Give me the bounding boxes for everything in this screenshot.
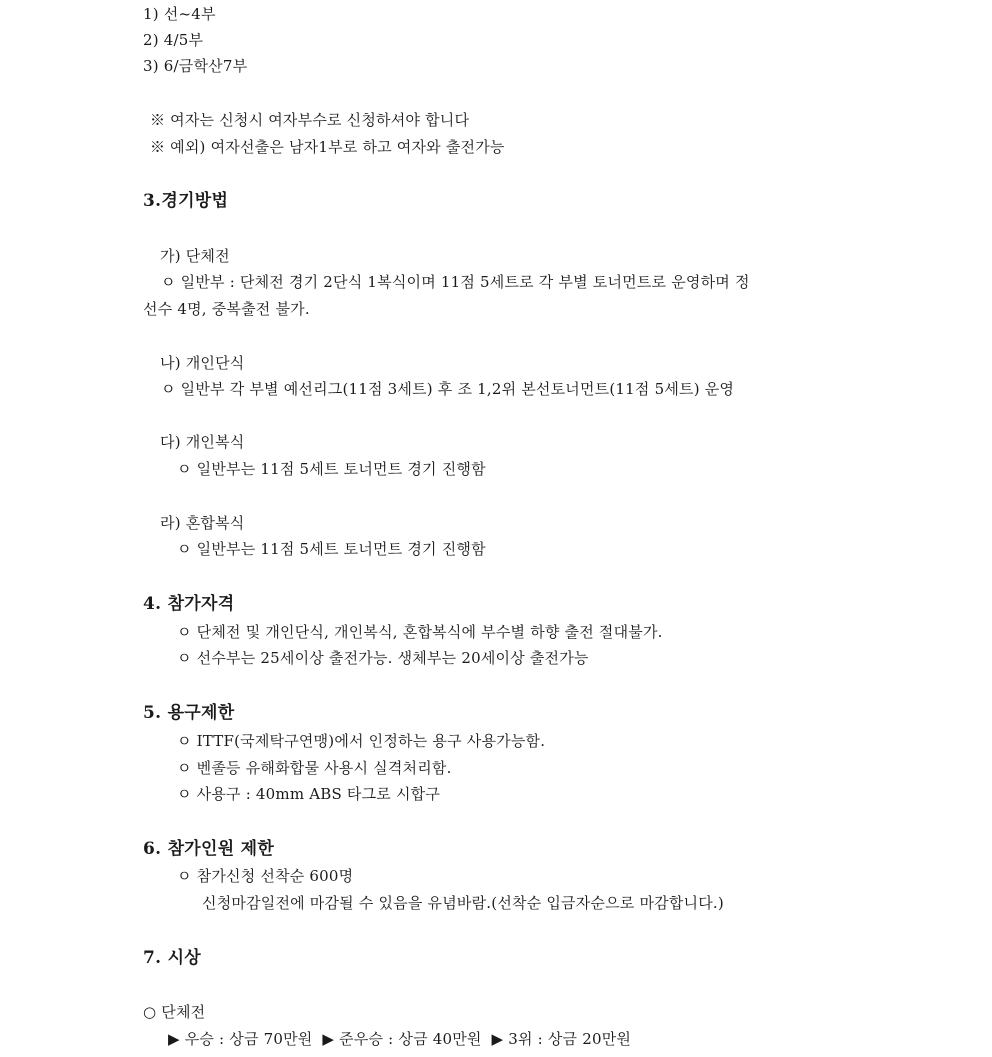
participants-line-1: ㅇ 참가신청 선착순 600명 xyxy=(177,867,354,885)
team-event-title: 가) 단체전 xyxy=(160,247,230,265)
mixed-line-1: ㅇ 일반부는 11점 5세트 토너먼트 경기 진행함 xyxy=(177,540,486,558)
eligibility-item-2: ㅇ 선수부는 25세이상 출전가능. 생체부는 20세이상 출전가능 xyxy=(177,649,589,667)
section-6-heading: 6. 참가인원 제한 xyxy=(143,839,275,859)
equipment-item-1: ㅇ ITTF(국제탁구연맹)에서 인정하는 용구 사용가능함. xyxy=(177,732,546,750)
section-7-heading: 7. 시상 xyxy=(143,948,202,968)
team-event-line-1: ㅇ 일반부 : 단체전 경기 2단식 1복식이며 11점 5세트로 각 부별 토너먼트로 운영하며 정 xyxy=(161,273,750,291)
singles-line-1: ㅇ 일반부 각 부별 예선리그(11점 3세트) 후 조 1,2위 본선토너먼트(11점 5세트) 운영 xyxy=(161,380,735,398)
note-women: ※ 여자는 신청시 여자부수로 신청하셔야 합니다 xyxy=(150,111,470,129)
doubles-line-1: ㅇ 일반부는 11점 5세트 토너먼트 경기 진행함 xyxy=(177,460,486,478)
note-exception: ※ 예외) 여자선출은 남자1부로 하고 여자와 출전가능 xyxy=(150,138,505,156)
participants-line-2: 신청마감일전에 마감될 수 있음을 유념바람.(선착순 입금자순으로 마감합니다.) xyxy=(202,894,724,912)
equipment-item-2: ㅇ 벤졸등 유해화합물 사용시 실격처리함. xyxy=(177,759,452,777)
doubles-title: 다) 개인복식 xyxy=(160,433,245,451)
division-item-2: 2) 4/5부 xyxy=(143,31,204,49)
division-item-3: 3) 6/금학산7부 xyxy=(143,57,248,75)
section-3-heading: 3.경기방법 xyxy=(143,191,229,211)
singles-title: 나) 개인단식 xyxy=(160,354,245,372)
division-item-1: 1) 선~4부 xyxy=(143,5,216,23)
team-award-prizes: ▶ 우승 : 상금 70만원 ▶ 준우승 : 상금 40만원 ▶ 3위 : 상금 20만원 xyxy=(168,1030,632,1048)
mixed-title: 라) 혼합복식 xyxy=(160,514,245,532)
section-4-heading: 4. 참가자격 xyxy=(143,594,235,614)
section-5-heading: 5. 용구제한 xyxy=(143,703,235,723)
team-event-line-2: 선수 4명, 중복출전 불가. xyxy=(143,300,310,318)
eligibility-item-1: ㅇ 단체전 및 개인단식, 개인복식, 혼합복식에 부수별 하향 출전 절대불가. xyxy=(177,623,663,641)
equipment-item-3: ㅇ 사용구 : 40mm ABS 타그로 시합구 xyxy=(177,785,441,803)
team-award-title: ○ 단체전 xyxy=(143,1003,206,1021)
